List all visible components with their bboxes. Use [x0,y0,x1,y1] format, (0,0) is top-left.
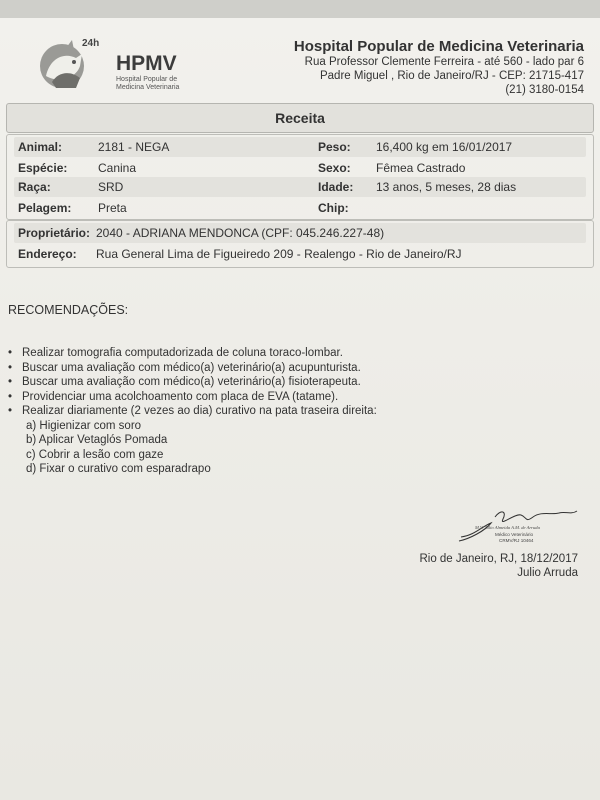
owner-info-box [6,220,594,268]
recommendation-item: • Realizar diariamente (2 vezes ao dia) curativo na pata traseira direita: [8,405,377,417]
peso-label: Peso: [318,140,351,154]
bullet-icon: • [8,376,13,388]
recommendations-title: RECOMENDAÇÕES: [8,303,129,317]
endereco-value: Rua General Lima de Figueiredo 209 - Realengo - Rio de Janeiro/RJ [96,247,462,261]
document-title: Receita [6,103,594,133]
pet-silhouette-icon [40,40,84,88]
animal-label: Animal: [18,140,63,154]
handwritten-signature [495,511,577,521]
recommendations-list [8,346,377,477]
peso-value: 16,400 kg em 16/01/2017 [376,140,513,154]
bullet-icon: • [8,405,13,417]
hospital-phone: (21) 3180-0154 [505,84,584,96]
recommendation-item: • Providenciar uma acolchoamento com placa de EVA (tatame). [8,390,339,403]
patient-row-2 [14,158,586,178]
patient-info-box [6,134,594,220]
signature-stamp [455,505,585,550]
patient-row-1 [14,137,586,157]
sub-step-item: d) Fixar o curativo com esparadrapo [26,463,211,475]
stamp-line-3: CRMV/RJ 10464 [499,538,534,543]
sub-step-item: a) Higienizar com soro [26,419,142,432]
chip-label: Chip: [318,201,349,215]
logo-acronym: HPMV [116,52,177,75]
patient-row-3 [14,177,586,197]
especie-label: Espécie: [18,161,68,175]
sexo-value: Fêmea Castrado [376,161,466,175]
recommendation-item: • Buscar uma avaliação com médico(a) veterinário(a) acupunturista. [8,361,361,374]
idade-label: Idade: [318,180,354,194]
pelagem-label: Pelagem: [18,201,72,215]
stamp-line-2: Médico Veterinário [495,532,534,537]
sub-step-item: c) Cobrir a lesão com gaze [26,448,164,461]
proprietario-label: Proprietário: [18,226,91,240]
hpmv-logo [36,36,226,96]
raca-value: SRD [98,180,124,194]
logo-subtitle-2: Medicina Veterinaria [116,84,180,91]
doctor-name: Julio Arruda [517,567,578,579]
bullet-icon: • [8,361,13,374]
hospital-address-line-2: Padre Miguel , Rio de Janeiro/RJ - CEP: 21715-417 [319,70,584,82]
address-row [14,244,586,264]
logo-subtitle-1: Hospital Popular de [116,76,178,83]
patient-row-4 [14,198,586,218]
sexo-label: Sexo: [318,161,351,175]
endereco-label: Endereço: [18,247,77,261]
raca-label: Raça: [18,180,51,194]
recommendation-item: • Buscar uma avaliação com médico(a) veterinário(a) fisioterapeuta. [8,376,361,388]
sub-step-item: b) Aplicar Vetaglós Pomada [26,434,168,446]
place-date: Rio de Janeiro, RJ, 18/12/2017 [419,553,578,565]
bullet-icon: • [8,390,13,403]
owner-row [14,223,586,243]
bullet-icon: • [8,347,13,359]
animal-value: 2181 - NEGA [98,140,170,154]
hospital-name: Hospital Popular de Medicina Veterinaria [293,38,584,55]
proprietario-value: 2040 - ADRIANA MENDONCA (CPF: 045.246.227-48) [96,226,385,240]
especie-value: Canina [98,161,137,175]
hospital-address-line-1: Rua Professor Clemente Ferreira - até 560 - lado par 6 [304,56,584,68]
idade-value: 13 anos, 5 meses, 28 dias [376,180,517,194]
pelagem-value: Preta [98,201,127,215]
stamp-line-1: M.V. Julio Almeida A.M. de Arruda [475,525,540,530]
logo-badge: 24h [82,38,100,49]
recommendation-item: • Realizar tomografia computadorizada de coluna toraco-lombar. [8,347,343,359]
